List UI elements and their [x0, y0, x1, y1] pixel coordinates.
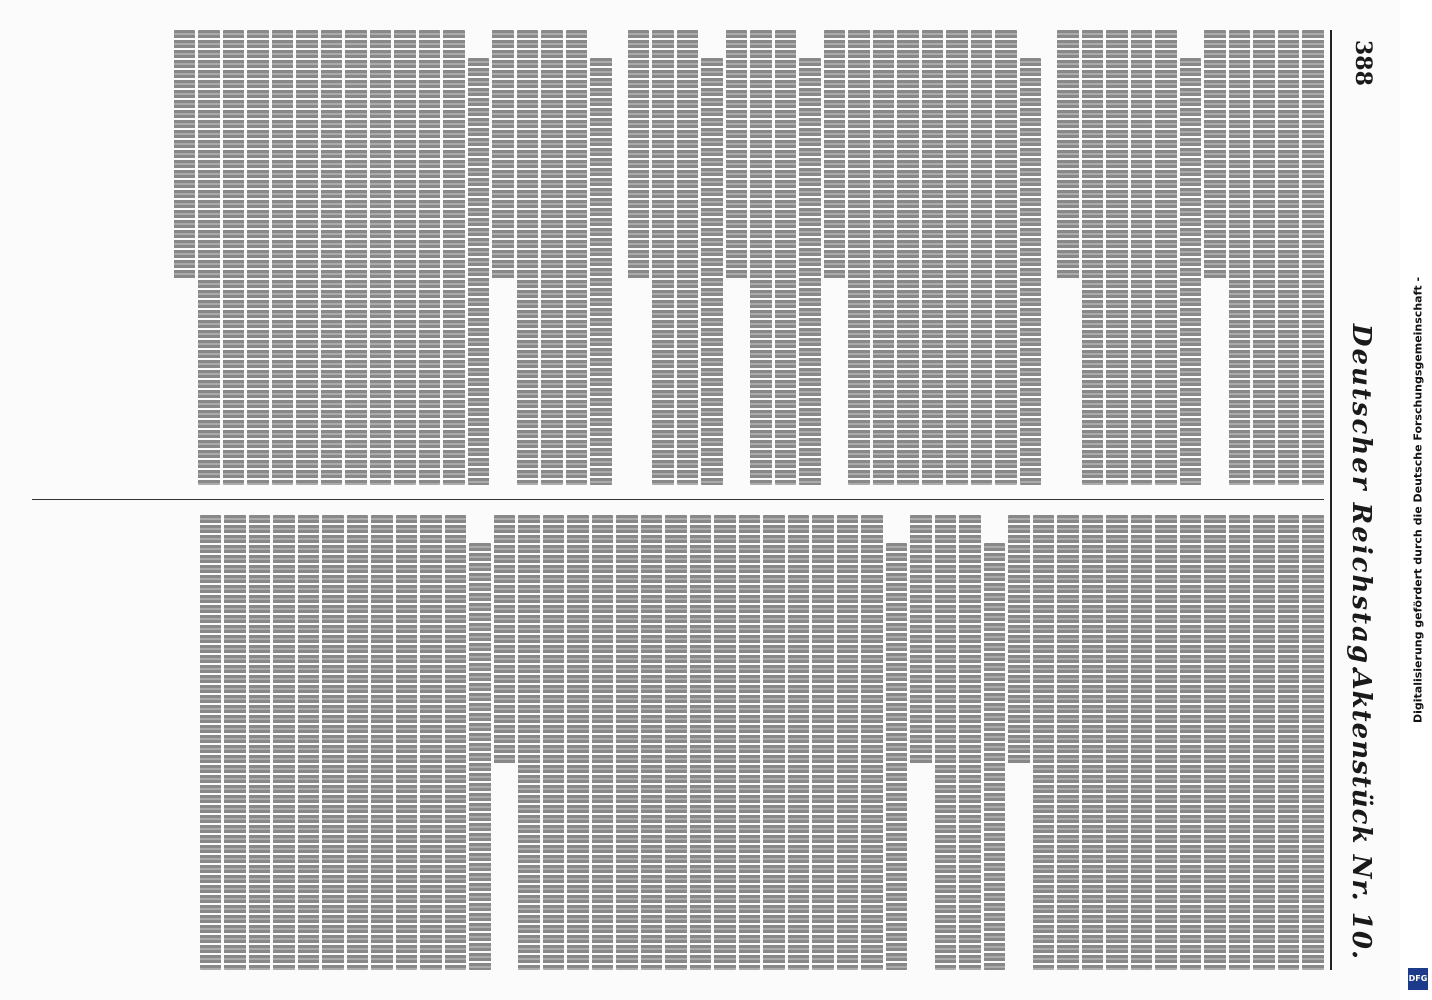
text-line	[849, 30, 871, 485]
text-line	[174, 30, 196, 280]
text-line	[800, 58, 822, 485]
text-line	[248, 30, 270, 485]
running-head	[1336, 30, 1376, 970]
text-line	[321, 30, 343, 485]
text-line	[445, 515, 467, 970]
text-line	[1254, 515, 1276, 970]
text-line	[702, 58, 724, 485]
text-line	[960, 515, 982, 970]
text-line	[470, 543, 492, 970]
text-line	[1180, 515, 1202, 970]
text-line	[641, 515, 663, 970]
text-line	[1058, 30, 1080, 280]
text-line	[628, 30, 650, 280]
text-line	[1131, 30, 1153, 485]
text-line	[444, 30, 466, 485]
text-line	[690, 515, 712, 970]
text-line	[1082, 30, 1104, 485]
text-line	[568, 515, 590, 970]
text-line	[372, 515, 394, 970]
text-line	[517, 30, 539, 485]
text-line	[323, 515, 345, 970]
text-line	[543, 515, 565, 970]
text-line	[824, 30, 846, 280]
text-line	[1131, 515, 1153, 970]
text-line	[996, 30, 1018, 485]
text-line	[775, 30, 797, 485]
text-line	[1278, 30, 1300, 485]
text-line	[1229, 515, 1251, 970]
text-line	[751, 30, 773, 485]
text-line	[726, 30, 748, 280]
text-line	[1156, 30, 1178, 485]
text-line	[1020, 58, 1042, 485]
text-line	[971, 30, 993, 485]
text-line	[298, 515, 320, 970]
text-line	[468, 58, 490, 485]
text-line	[764, 515, 786, 970]
text-line	[911, 515, 933, 765]
text-line	[813, 515, 835, 970]
text-line	[396, 515, 418, 970]
text-line	[715, 515, 737, 970]
text-line	[1303, 515, 1325, 970]
text-line	[395, 30, 417, 485]
column-divider	[32, 499, 1324, 500]
text-line	[1156, 515, 1178, 970]
text-line	[739, 515, 761, 970]
text-line	[1082, 515, 1104, 970]
text-line	[200, 515, 222, 970]
text-line	[1278, 515, 1300, 970]
text-line	[419, 30, 441, 485]
text-line	[788, 515, 810, 970]
text-line	[1009, 515, 1031, 765]
text-line	[274, 515, 296, 970]
left-column	[32, 30, 1324, 485]
issue-label: Aktenstück Nr. 10.	[1346, 669, 1376, 960]
text-line	[677, 30, 699, 485]
text-line	[935, 515, 957, 970]
running-title: Deutscher Reichstag.	[1346, 323, 1376, 677]
text-line	[493, 30, 515, 280]
text-line	[617, 515, 639, 970]
text-line	[922, 30, 944, 485]
text-line	[947, 30, 969, 485]
text-line	[1205, 515, 1227, 970]
text-line	[592, 515, 614, 970]
text-line	[347, 515, 369, 970]
text-line	[566, 30, 588, 485]
text-line	[1254, 30, 1276, 485]
text-line	[1303, 30, 1325, 485]
text-line	[272, 30, 294, 485]
text-line	[519, 515, 541, 970]
text-line	[984, 543, 1006, 970]
rotated-document-sheet	[20, 10, 1380, 990]
text-line	[297, 30, 319, 485]
text-line	[225, 515, 247, 970]
text-line	[873, 30, 895, 485]
text-line	[249, 515, 271, 970]
paragraph-gap	[1045, 30, 1055, 485]
right-column	[32, 515, 1324, 970]
text-line	[346, 30, 368, 485]
text-line	[1058, 515, 1080, 970]
text-line	[1205, 30, 1227, 280]
text-line	[653, 30, 675, 485]
text-line	[199, 30, 221, 485]
digitization-credit	[1404, 0, 1432, 1000]
text-line	[1107, 30, 1129, 485]
text-line	[837, 515, 859, 970]
text-line	[421, 515, 443, 970]
text-line	[223, 30, 245, 485]
text-line	[898, 30, 920, 485]
paragraph-gap	[615, 30, 625, 485]
page-number: 388	[1350, 40, 1376, 86]
text-line	[862, 515, 884, 970]
text-line	[1229, 30, 1251, 485]
text-line	[1180, 58, 1202, 485]
text-line	[494, 515, 516, 765]
text-line	[1107, 515, 1129, 970]
head-rule	[1330, 30, 1332, 970]
credit-text: Digitalisierung gefördert durch die Deutsche Forschungsgemeinschaft -	[1411, 276, 1425, 724]
text-line	[666, 515, 688, 970]
text-line	[886, 543, 908, 970]
text-line	[370, 30, 392, 485]
text-line	[591, 58, 613, 485]
dfg-logo: DFG	[1408, 968, 1428, 990]
text-line	[542, 30, 564, 485]
text-line	[1033, 515, 1055, 970]
